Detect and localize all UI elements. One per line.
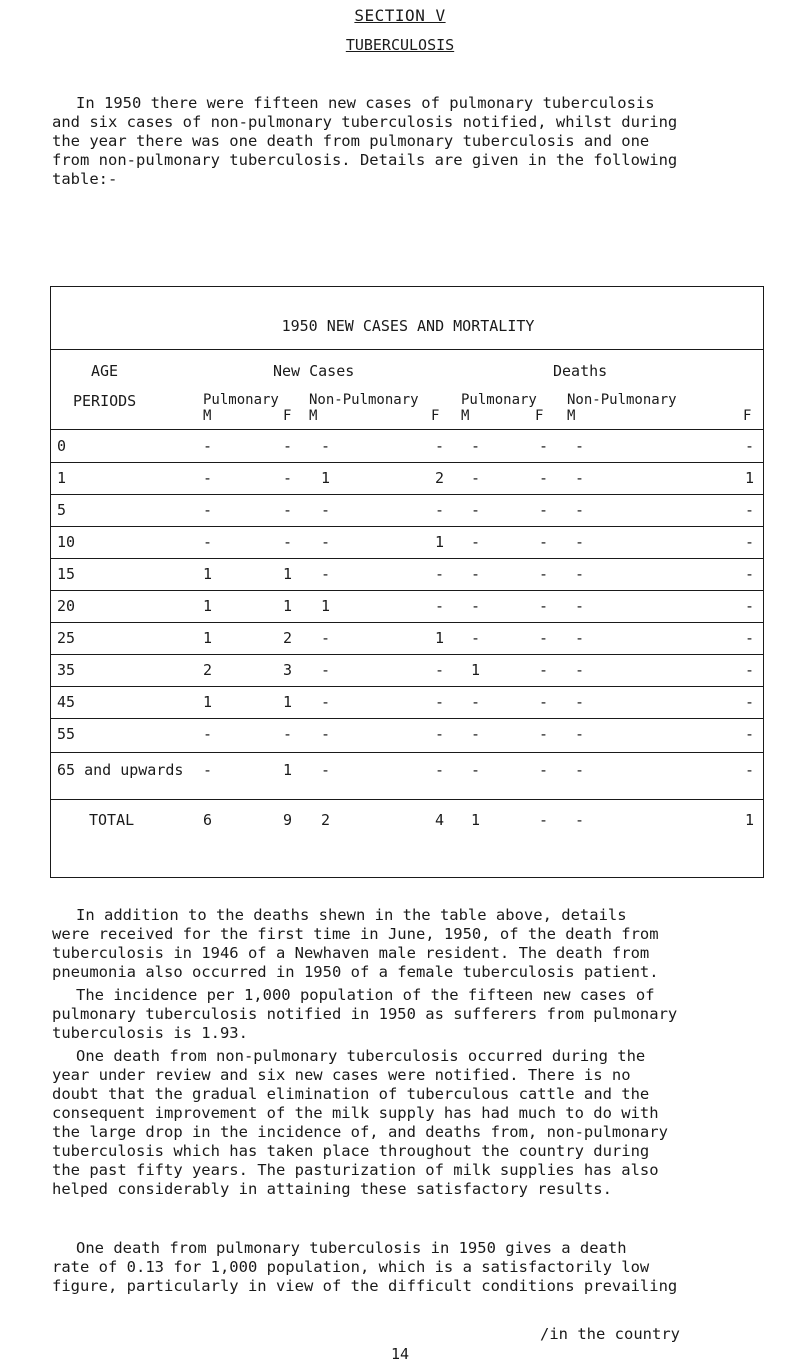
table-cell: -	[283, 437, 293, 455]
table-cell: -	[471, 629, 481, 647]
table-cell: -	[539, 725, 549, 743]
table-cell: 1	[435, 629, 445, 647]
table-cell: 2	[321, 811, 331, 829]
table-cell: -	[539, 437, 549, 455]
table-cell: -	[321, 501, 331, 519]
row-divider	[51, 622, 763, 623]
row-divider	[51, 654, 763, 655]
non-pulmonary-paragraph: One death from non-pulmonary tuberculosis occurred during the year under review and six new cases were notified. There is no doubt that the gradual elimination of tuberculous cattle and the consequent improvement of the milk supply has had much to do with the large drop in the incidence of, and deaths from, non-pulmonary tuberculosis which has taken place throughout the country during the past fifty years. The pasturization of milk supplies has also helped considerably in attaining these satisfactory results.	[52, 1047, 668, 1198]
table-cell: -	[471, 597, 481, 615]
page-title: TUBERCULOSIS	[345, 36, 455, 54]
table-cell: -	[203, 761, 213, 779]
table-cell: -	[321, 629, 331, 647]
row-divider	[51, 590, 763, 591]
table-cell: -	[539, 501, 549, 519]
table-cell: 1	[321, 469, 331, 487]
table-cell: -	[435, 501, 445, 519]
age-period-label: 45	[57, 693, 76, 711]
table-divider	[51, 429, 763, 430]
table-cell: -	[435, 693, 445, 711]
table-cell: -	[539, 565, 549, 583]
table-cell: 1	[283, 693, 293, 711]
col-m: M	[309, 408, 318, 424]
table-cell: 1	[321, 597, 331, 615]
table-cell: -	[471, 533, 481, 551]
table-cell: 1	[745, 469, 755, 487]
table-cell: -	[575, 565, 585, 583]
table-cell: -	[471, 761, 481, 779]
table-cell: -	[471, 693, 481, 711]
table-cell: -	[539, 469, 549, 487]
table-cell: -	[283, 469, 293, 487]
table-cell: 9	[283, 811, 293, 829]
col-f: F	[535, 408, 544, 424]
new-cases-header: New Cases	[273, 362, 355, 380]
table-cell: -	[539, 661, 549, 679]
table-cell: 1	[203, 597, 213, 615]
page-number: 14	[390, 1345, 410, 1363]
table-cell: -	[575, 661, 585, 679]
table-cell: -	[203, 725, 213, 743]
table-cell: -	[283, 533, 293, 551]
table-cell: 1	[203, 565, 213, 583]
table-cell: 2	[283, 629, 293, 647]
table-cell: -	[321, 437, 331, 455]
table-cell: 1	[283, 565, 293, 583]
table-cell: -	[539, 629, 549, 647]
row-divider	[51, 799, 763, 800]
table-cell: 1	[471, 811, 481, 829]
table-title: 1950 NEW CASES AND MORTALITY	[281, 317, 535, 335]
table-cell: -	[745, 597, 755, 615]
deaths-header: Deaths	[553, 362, 608, 380]
table-cell: -	[575, 597, 585, 615]
table-cell: -	[575, 811, 585, 829]
table-cell: 1	[203, 629, 213, 647]
row-divider	[51, 526, 763, 527]
table-cell: 4	[435, 811, 445, 829]
table-cell: 1	[471, 661, 481, 679]
table-cell: 2	[203, 661, 213, 679]
age-period-label: 35	[57, 661, 76, 679]
table-cell: -	[539, 693, 549, 711]
table-divider	[51, 349, 763, 350]
table-cell: 3	[283, 661, 293, 679]
age-period-label: 25	[57, 629, 76, 647]
table-cell: -	[471, 725, 481, 743]
table-cell: -	[435, 597, 445, 615]
table-cell: -	[745, 437, 755, 455]
table-cell: -	[471, 469, 481, 487]
table-cell: -	[321, 661, 331, 679]
table-cell: -	[471, 437, 481, 455]
mortality-table	[50, 286, 764, 878]
table-cell: -	[283, 501, 293, 519]
table-cell: -	[283, 725, 293, 743]
table-cell: -	[471, 501, 481, 519]
incidence-paragraph: The incidence per 1,000 population of the fifteen new cases of pulmonary tuberculosis notified in 1950 as sufferers from pulmonary tuberculosis is 1.93.	[52, 986, 678, 1042]
table-cell: -	[321, 725, 331, 743]
table-cell: 1	[203, 693, 213, 711]
table-cell: -	[745, 725, 755, 743]
row-divider	[51, 558, 763, 559]
table-cell: -	[435, 761, 445, 779]
table-cell: 1	[435, 533, 445, 551]
table-cell: -	[471, 565, 481, 583]
age-period-label: 15	[57, 565, 76, 583]
continuation-text: /in the country	[540, 1325, 680, 1343]
table-cell: -	[575, 533, 585, 551]
table-cell: -	[321, 565, 331, 583]
row-divider	[51, 494, 763, 495]
table-cell: -	[435, 661, 445, 679]
row-divider	[51, 718, 763, 719]
table-cell: -	[745, 565, 755, 583]
age-period-label: 1	[57, 469, 67, 487]
age-period-label: 55	[57, 725, 76, 743]
table-cell: -	[321, 761, 331, 779]
death-pulmonary-header: Pulmonary	[461, 392, 537, 408]
row-divider	[51, 752, 763, 753]
table-cell: -	[575, 629, 585, 647]
table-cell: -	[203, 533, 213, 551]
row-divider	[51, 462, 763, 463]
table-cell: -	[575, 693, 585, 711]
table-cell: 1	[283, 597, 293, 615]
table-cell: 2	[435, 469, 445, 487]
col-m: M	[461, 408, 470, 424]
table-cell: -	[745, 661, 755, 679]
age-period-label: 0	[57, 437, 67, 455]
age-period-label: TOTAL	[89, 811, 135, 829]
section-heading: SECTION V	[354, 6, 446, 25]
table-cell: -	[575, 761, 585, 779]
table-cell: -	[745, 693, 755, 711]
table-cell: -	[539, 533, 549, 551]
table-cell: -	[321, 693, 331, 711]
age-period-label: 5	[57, 501, 67, 519]
age-header: AGE	[91, 362, 119, 380]
table-cell: -	[745, 761, 755, 779]
table-cell: 6	[203, 811, 213, 829]
col-f: F	[431, 408, 440, 424]
table-cell: -	[539, 811, 549, 829]
table-cell: -	[203, 437, 213, 455]
table-cell: -	[435, 565, 445, 583]
table-cell: -	[575, 437, 585, 455]
table-cell: -	[575, 501, 585, 519]
age-period-label: 10	[57, 533, 76, 551]
new-pulmonary-header: Pulmonary	[203, 392, 279, 408]
table-cell: -	[435, 437, 445, 455]
death-non-pulmonary-header: Non-Pulmonary	[567, 392, 677, 408]
table-cell: -	[539, 597, 549, 615]
table-cell: -	[203, 469, 213, 487]
table-cell: -	[745, 501, 755, 519]
table-cell: -	[321, 533, 331, 551]
row-divider	[51, 686, 763, 687]
col-f: F	[283, 408, 292, 424]
addition-paragraph: In addition to the deaths shewn in the table above, details were received for the first time in June, 1950, of the death from tuberculosis in 1946 of a Newhaven male resident. The death from pneumonia also occurred in 1950 of a female tuberculosis patient.	[52, 906, 659, 981]
age-period-label: 20	[57, 597, 76, 615]
periods-header: PERIODS	[73, 392, 137, 410]
table-cell: -	[435, 725, 445, 743]
table-cell: -	[575, 725, 585, 743]
table-cell: -	[745, 533, 755, 551]
age-period-label: 65 and upwards	[57, 761, 184, 779]
col-m: M	[567, 408, 576, 424]
new-non-pulmonary-header: Non-Pulmonary	[309, 392, 419, 408]
intro-paragraph: In 1950 there were fifteen new cases of pulmonary tuberculosis and six cases of non-pulmonary tuberculosis notified, whilst during the year there was one death from pulmonary tuberculosis and one from non-pulmonary tuberculosis. Details are given in the following table:-	[52, 94, 678, 188]
table-cell: -	[539, 761, 549, 779]
table-cell: -	[575, 469, 585, 487]
table-cell: 1	[745, 811, 755, 829]
table-cell: -	[203, 501, 213, 519]
table-cell: 1	[283, 761, 293, 779]
death-rate-paragraph: One death from pulmonary tuberculosis in 1950 gives a death rate of 0.13 for 1,000 population, which is a satisfactorily low figure, particularly in view of the difficult conditions prevailing	[52, 1239, 678, 1295]
col-f: F	[743, 408, 752, 424]
col-m: M	[203, 408, 212, 424]
table-cell: -	[745, 629, 755, 647]
